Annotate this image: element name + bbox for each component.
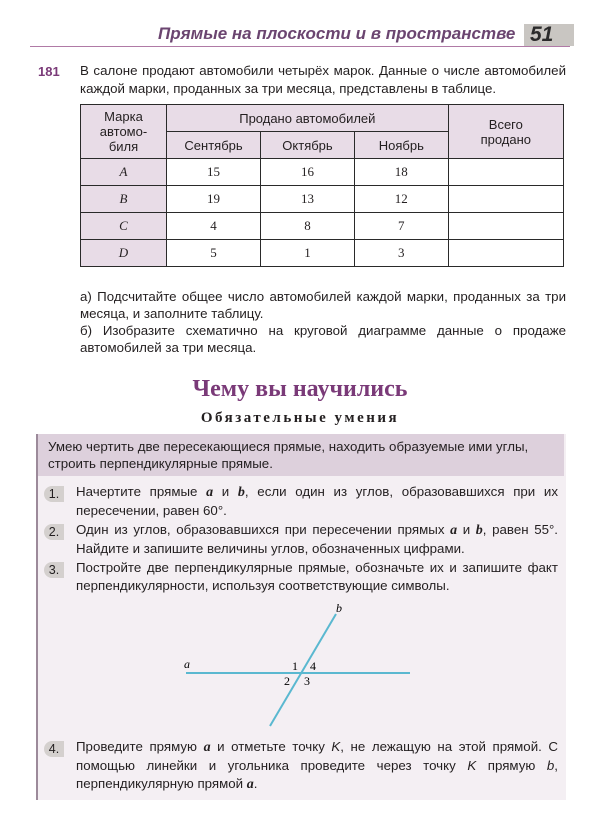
total-cell-empty <box>448 213 563 240</box>
brand-header-line1: Марка <box>104 109 143 124</box>
total-cell-empty <box>448 159 563 186</box>
problem-text: В салоне продают автомобили четырёх марок. Данные о числе автомобилей каждой марки, проданных за три месяца, представлены в таблице. <box>80 63 566 96</box>
task-b: б) Изобразите схематично на круговой диаграмме данные о продаже автомобилей за три месяца. <box>80 323 566 355</box>
problem-number: 181 <box>38 64 60 79</box>
value-cell: 19 <box>167 186 261 213</box>
value-cell: 3 <box>354 240 448 267</box>
item-1-text: Начертите прямые a и b, если один из углов, образовавшихся при их пересечении, равен 60°. <box>76 484 558 518</box>
month-header: Сентябрь <box>167 132 261 159</box>
running-header-title: Прямые на плоскости и в пространстве <box>158 24 516 43</box>
item-number: 4. <box>44 741 64 757</box>
brand-cell: D <box>81 240 167 267</box>
total-cell-empty <box>448 186 563 213</box>
item-3-text: Постройте две перпендикулярные прямые, обозначьте их и запишите факт перпендикулярности, используя соответствующие символы. <box>76 560 558 593</box>
value-cell: 8 <box>261 213 355 240</box>
item-number: 1. <box>44 486 64 502</box>
month-header: Октябрь <box>261 132 355 159</box>
value-cell: 13 <box>261 186 355 213</box>
value-cell: 15 <box>167 159 261 186</box>
value-cell: 18 <box>354 159 448 186</box>
item-2-text: Один из углов, образовавшихся при пересечении прямых a и b, равен 55°. Найдите и запишите величины углов, обозначенных цифрами. <box>76 522 558 556</box>
line-b <box>270 614 336 726</box>
month-header: Ноябрь <box>354 132 448 159</box>
angle-label: 1 <box>292 659 298 673</box>
value-cell: 1 <box>261 240 355 267</box>
table-row <box>81 240 564 267</box>
task-a: а) Подсчитайте общее число автомобилей каждой марки, проданных за три месяца, и заполните таблицу. <box>80 289 566 321</box>
table-row <box>81 213 564 240</box>
brand-header-line2: автомо- <box>99 124 148 139</box>
total-header-cell <box>448 105 563 159</box>
value-cell: 12 <box>354 186 448 213</box>
line-b-label: b <box>336 601 342 615</box>
sold-header: Продано автомобилей <box>167 105 449 132</box>
table-row <box>81 186 564 213</box>
item-number: 3. <box>44 562 64 578</box>
value-cell: 7 <box>354 213 448 240</box>
angle-label: 2 <box>284 674 290 688</box>
brand-header-cell <box>81 105 167 159</box>
item-number: 2. <box>44 524 64 540</box>
value-cell: 5 <box>167 240 261 267</box>
value-cell: 4 <box>167 213 261 240</box>
value-cell: 16 <box>261 159 355 186</box>
section-title: Чему вы научились <box>192 376 408 402</box>
sales-table <box>80 104 564 267</box>
brand-cell: B <box>81 186 167 213</box>
total-header-line1: Всего <box>488 116 523 132</box>
page-number: 51 <box>524 24 574 46</box>
brand-header-line3: биля <box>108 139 139 154</box>
header-divider <box>30 46 570 47</box>
brand-cell: A <box>81 159 167 186</box>
brand-cell: C <box>81 213 167 240</box>
line-a-label: a <box>184 657 190 671</box>
table-row <box>81 159 564 186</box>
total-header-line2: продано <box>480 131 532 147</box>
intersecting-lines-diagram <box>170 600 430 735</box>
section-subtitle: Обязательные умения <box>200 410 400 426</box>
total-cell-empty <box>448 240 563 267</box>
angle-label: 4 <box>310 659 316 673</box>
skills-intro: Умею чертить две пересекающиеся прямые, находить образуемые ими углы, строить перпендикулярные прямые. <box>48 439 529 471</box>
item-4-text: Проведите прямую a и отметьте точку K, не лежащую на этой прямой. С помощью линейки и угольника проведите через точку K прямую b, перпендикулярную прямой a. <box>76 739 558 792</box>
angle-label: 3 <box>304 674 310 688</box>
